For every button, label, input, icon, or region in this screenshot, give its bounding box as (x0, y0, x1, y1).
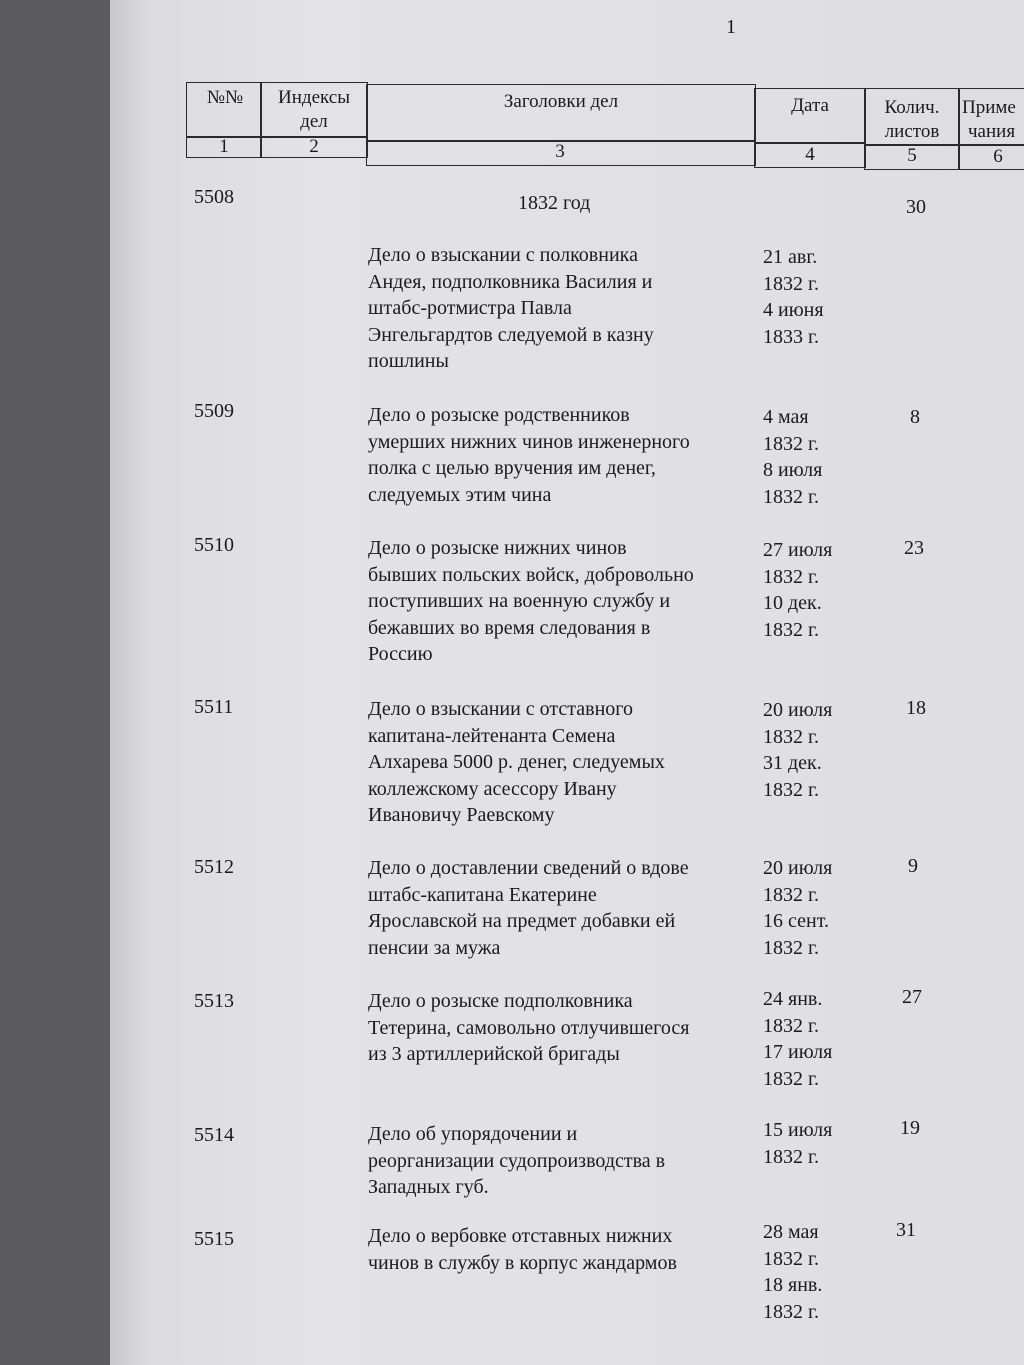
record-date-line: 10 дек. (763, 592, 822, 614)
record-title (368, 242, 753, 375)
record-number: 5513 (194, 990, 234, 1012)
record-title (368, 855, 753, 961)
header-titles-label: Заголовки дел (503, 91, 619, 112)
page-number: 1 (726, 16, 736, 38)
record-sheet-count: 19 (900, 1117, 920, 1139)
record-number: 5510 (194, 534, 234, 556)
record-date (763, 1117, 832, 1170)
record-title-line: Энгельгардтов следуемой в казну (368, 323, 654, 346)
record-date-line: 1832 г. (763, 1300, 819, 1323)
column-number-1: 1 (219, 136, 229, 157)
column-number-6: 6 (993, 146, 1003, 167)
record-title (368, 1121, 753, 1201)
record-date-line: 1833 г. (763, 325, 819, 348)
record-date (763, 404, 822, 510)
record-title-line: следуемых этим чина (368, 483, 552, 506)
record-date-line: 16 сент. (763, 910, 829, 932)
record-title-line: бывших польских войск, добровольно (368, 563, 694, 586)
record-date-line: 1832 г. (763, 618, 819, 641)
record-title-line: штабс-капитана Екатерине (368, 883, 597, 906)
record-date-line: 21 авг. (763, 246, 818, 268)
record-date-line: 1832 г. (763, 936, 819, 959)
header-notes-label-1: Приме (962, 97, 1016, 118)
record-title-line: коллежскому асессору Ивану (368, 777, 617, 800)
record-title-line: Дело о вербовке отставных нижних (368, 1225, 673, 1247)
record-title-line: чинов в службу в корпус жандармов (368, 1251, 677, 1274)
record-number: 5515 (194, 1228, 234, 1250)
record-date-line: 20 июля (763, 857, 833, 879)
record-title-line: Дело о розыске нижних чинов (368, 537, 627, 559)
record-title-line: реорганизации судопроизводства в (368, 1149, 666, 1172)
record-date-line: 15 июля (763, 1119, 833, 1141)
column-number-5: 5 (907, 145, 917, 166)
header-sheets-label-2: листов (884, 121, 940, 142)
record-title-line: Дело о взыскании с отставного (368, 698, 633, 720)
record-title (368, 696, 753, 829)
record-title-line: из 3 артиллерийской бригады (368, 1043, 620, 1065)
record-sheet-count: 8 (910, 406, 920, 428)
record-title-line: Дело о розыске родственников (368, 404, 630, 426)
record-date-line: 4 мая (763, 406, 809, 428)
record-date-line: 1832 г. (763, 432, 819, 455)
record-date (763, 537, 832, 643)
record-date-line: 27 июля (763, 539, 833, 561)
record-title-line: Андея, подполковника Василия и (368, 270, 653, 293)
record-title-line: Дело об упорядочении и (368, 1123, 578, 1145)
record-title-line: Ярославской на предмет добавки ей (368, 910, 676, 932)
record-title-line: капитана-лейтенанта Семена (368, 724, 616, 747)
record-sheet-count: 18 (906, 697, 926, 719)
record-date-line: 8 июля (763, 459, 823, 481)
record-sheet-count: 30 (906, 196, 926, 218)
record-date-line: 1832 г. (763, 1145, 819, 1168)
record-date-line: 1832 г. (763, 725, 819, 748)
record-number: 5514 (194, 1124, 234, 1146)
header-date-label: Дата (791, 95, 829, 116)
record-title-line: Западных губ. (368, 1176, 489, 1198)
header-sheets-label-1: Колич. (884, 97, 940, 118)
record-date-line: 31 дек. (763, 752, 822, 774)
record-title-line: полка с целью вручения им денег, (368, 457, 656, 479)
record-title-line: пенсии за мужа (368, 936, 501, 959)
header-index-label-1: Индексы (278, 87, 350, 108)
record-date (763, 1219, 822, 1325)
record-title-line: поступивших на военную службу и (368, 590, 671, 612)
record-date (763, 986, 832, 1092)
record-sheet-count: 27 (902, 986, 922, 1008)
header-notes-label-2: чания (968, 121, 1016, 142)
record-date-line: 1832 г. (763, 883, 819, 906)
record-date-line: 1832 г. (763, 272, 819, 295)
record-date-line: 28 мая (763, 1221, 819, 1243)
record-title (368, 402, 753, 508)
record-title-line: Алхарева 5000 р. денег, следуемых (368, 751, 665, 773)
column-number-2: 2 (309, 136, 319, 157)
record-date-line: 4 июня (763, 299, 824, 321)
record-date (763, 697, 832, 803)
record-date-line: 1832 г. (763, 1014, 819, 1037)
record-date-line: 1832 г. (763, 778, 819, 801)
record-sheet-count: 9 (908, 855, 918, 877)
record-title (368, 1223, 753, 1276)
record-title (368, 988, 753, 1068)
record-date-line: 18 янв. (763, 1274, 823, 1296)
record-number: 5509 (194, 400, 234, 422)
header-index-label-2: дел (300, 111, 328, 132)
record-date (763, 244, 824, 350)
record-title-line: Ивановичу Раевскому (368, 804, 555, 826)
record-title-line: Дело о взыскании с полковника (368, 244, 638, 266)
record-date-line: 24 янв. (763, 988, 823, 1010)
record-title-line: Дело о розыске подполковника (368, 990, 633, 1012)
record-sheet-count: 31 (896, 1219, 916, 1241)
record-number: 5508 (194, 186, 234, 208)
record-title-line: Дело о доставлении сведений о вдове (368, 857, 689, 879)
record-title-line: бежавших во время следования в (368, 616, 651, 639)
record-title-line: штабс-ротмистра Павла (368, 297, 572, 319)
record-date (763, 855, 832, 961)
record-date-line: 1832 г. (763, 1247, 819, 1270)
record-number: 5511 (194, 696, 234, 718)
record-number: 5512 (194, 856, 234, 878)
record-sheet-count: 23 (904, 537, 924, 559)
column-number-3: 3 (555, 141, 565, 162)
record-date-line: 1832 г. (763, 565, 819, 588)
record-title-line: Тетерина, самовольно отлучившегося (368, 1016, 690, 1039)
record-title (368, 535, 753, 668)
record-title-line: умерших нижних чинов инженерного (368, 430, 690, 453)
record-date-line: 1832 г. (763, 1067, 819, 1090)
record-date-line: 20 июля (763, 699, 833, 721)
column-number-4: 4 (805, 144, 815, 165)
record-title-line: пошлины (368, 350, 449, 372)
record-title-line: Россию (368, 643, 433, 665)
header-number-label: №№ (206, 87, 244, 108)
record-date-line: 1832 г. (763, 485, 819, 508)
record-date-line: 17 июля (763, 1041, 833, 1063)
year-heading: 1832 год (518, 192, 591, 214)
